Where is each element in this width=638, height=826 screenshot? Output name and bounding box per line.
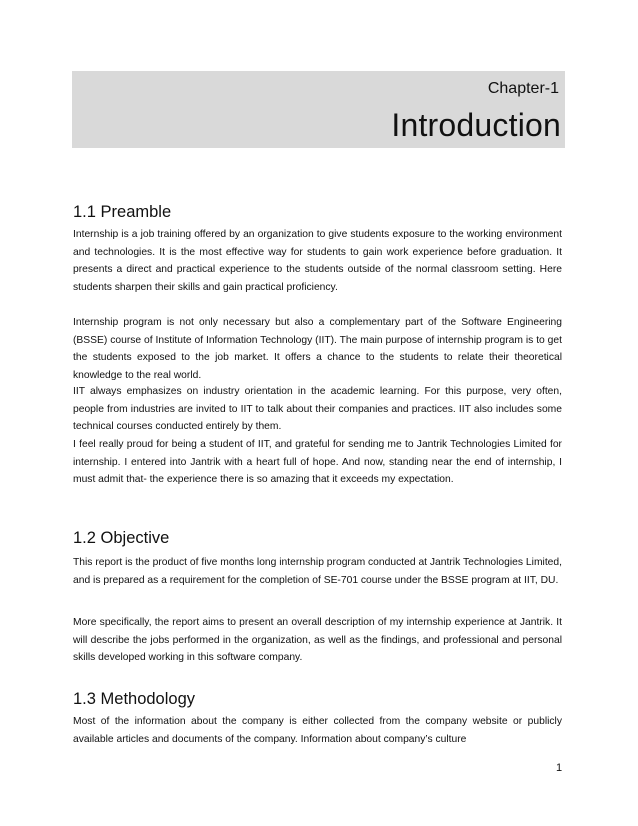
objective-paragraph-1: This report is the product of five months long internship program conducted at Jantrik Technologies Limited, and is prepared as a requirement for the completion of SE-701 course under the BSSE program at IIT, DU. xyxy=(73,557,562,586)
objective-paragraph-2: More specifically, the report aims to present an overall description of my internship experience at Jantrik. It will describe the jobs performed in the organization, as well as the findings, and professional and personal skills developed working in this software company. xyxy=(73,617,562,663)
preamble-paragraph-3: IIT always emphasizes on industry orientation in the academic learning. For this purpose, very often, people from industries are invited to IIT to talk about their companies and practices. IIT also includes some technical courses conducted entirely by them. xyxy=(73,386,562,432)
methodology-paragraph-1: Most of the information about the company is either collected from the company website or publicly available articles and documents of the company. Information about company’s culture xyxy=(73,716,562,745)
section-heading-methodology: 1.3 Methodology xyxy=(73,690,196,708)
preamble-paragraph-1: Internship is a job training offered by an organization to give students exposure to the working environment and technologies. It is the most effective way for students to gain work experience before graduation. It presents a direct and practical experience to the students outside of the normal classroom setting. Here students sharpen their skills and gain practical proficiency. xyxy=(73,229,562,293)
section-heading-objective: 1.2 Objective xyxy=(73,529,170,547)
chapter-title: Introduction xyxy=(391,107,561,143)
section-heading-preamble: 1.1 Preamble xyxy=(73,203,172,221)
chapter-header-band xyxy=(72,71,565,148)
preamble-paragraph-2: Internship program is not only necessary but also a complementary part of the Software Engineering (BSSE) course of Institute of Information Technology (IIT). The main purpose of internship program is to get the students exposed to the job market. It offers a chance to the students to relate their theoretical knowledge to the real world. xyxy=(73,317,562,381)
page-number: 1 xyxy=(556,762,563,774)
chapter-label: Chapter-1 xyxy=(487,80,559,97)
preamble-paragraph-4: I feel really proud for being a student of IIT, and grateful for sending me to Jantrik Technologies Limited for internship. I entered into Jantrik with a heart full of hope. And now, standing near the end of internship, I must admit that- the experience there is so amazing that it exceeds my expectation. xyxy=(73,439,562,485)
